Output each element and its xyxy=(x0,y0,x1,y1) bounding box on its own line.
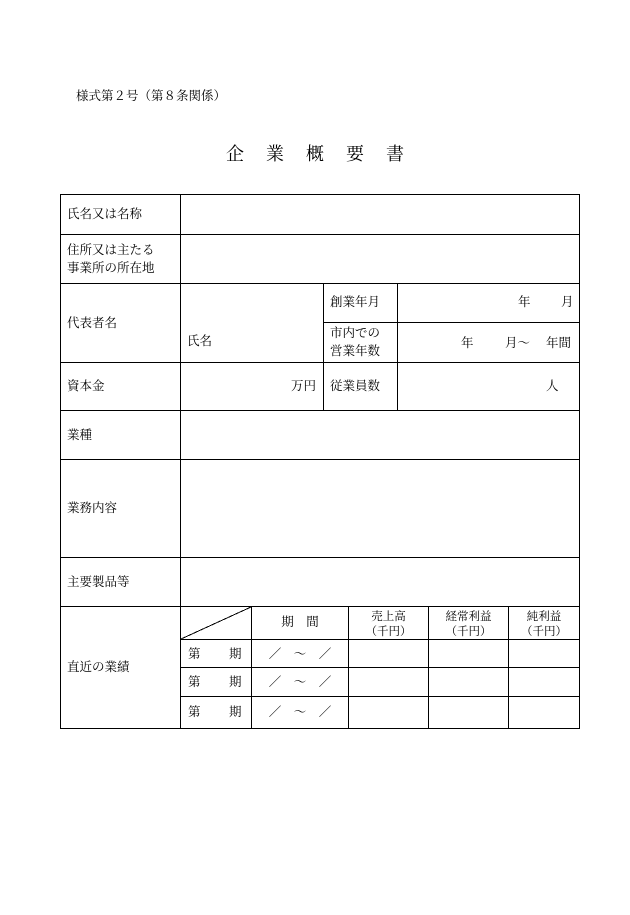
address-field[interactable] xyxy=(181,235,579,283)
sales-header: 売上高 xyxy=(371,609,406,623)
term-suffix: 期 xyxy=(229,674,242,689)
employees-label: 従業員数 xyxy=(330,378,381,393)
employees-unit: 人 xyxy=(546,378,559,393)
term-prefix: 第 xyxy=(188,646,201,661)
address-label-line1: 住所又は主たる xyxy=(67,242,155,257)
capital-unit: 万円 xyxy=(291,378,317,393)
ordinary-profit-unit: （千円） xyxy=(445,624,492,638)
net-profit-unit: （千円） xyxy=(521,624,567,638)
capital-field[interactable] xyxy=(181,363,323,410)
business-label: 業務内容 xyxy=(67,500,118,515)
founded-month-unit: 月 xyxy=(561,294,574,309)
products-field[interactable] xyxy=(181,558,579,606)
net-profit-header: 純利益 xyxy=(526,609,562,623)
term-prefix: 第 xyxy=(188,674,201,689)
term-date-range: ／ ～ ／ xyxy=(268,674,332,689)
representative-label: 代表者名 xyxy=(67,315,118,330)
years-year-unit: 年 xyxy=(461,335,474,350)
industry-field[interactable] xyxy=(181,411,579,459)
term-date-range: ／ ～ ／ xyxy=(268,646,332,661)
term-date-range: ／ ～ ／ xyxy=(268,704,332,719)
performance-label: 直近の業績 xyxy=(67,659,130,674)
years-in-city-label-line1: 市内での xyxy=(330,325,381,340)
name-label: 氏名又は名称 xyxy=(67,206,143,221)
title-char: 概 xyxy=(306,144,324,165)
term-prefix: 第 xyxy=(188,704,201,719)
products-label: 主要製品等 xyxy=(67,574,130,589)
years-in-city-field[interactable] xyxy=(398,323,579,362)
employees-field[interactable] xyxy=(398,363,579,410)
years-month-unit: 月～ xyxy=(505,335,531,350)
representative-name-label: 氏名 xyxy=(187,333,213,348)
sales-unit: （千円） xyxy=(365,624,412,638)
address-label-line2: 事業所の所在地 xyxy=(67,260,155,275)
period-header: 期 間 xyxy=(281,614,319,629)
capital-label: 資本金 xyxy=(67,378,105,393)
ordinary-profit-header: 経常利益 xyxy=(445,609,492,623)
name-field[interactable] xyxy=(181,195,579,234)
header-diagonal xyxy=(181,607,251,639)
industry-label: 業種 xyxy=(67,427,93,442)
years-in-city-label-line2: 営業年数 xyxy=(330,343,381,358)
representative-field[interactable] xyxy=(181,284,323,362)
founded-field[interactable] xyxy=(398,284,579,322)
business-field[interactable] xyxy=(181,460,579,557)
term-suffix: 期 xyxy=(229,646,242,661)
term-suffix: 期 xyxy=(229,704,242,719)
title-char: 書 xyxy=(386,144,404,165)
title-char: 業 xyxy=(266,144,284,165)
founded-label: 創業年月 xyxy=(330,294,381,309)
title-char: 要 xyxy=(346,144,364,165)
title-char: 企 xyxy=(226,144,244,165)
founded-year-unit: 年 xyxy=(518,294,531,309)
years-period-unit: 年間 xyxy=(546,335,572,350)
form-number: 様式第２号（第８条関係） xyxy=(76,88,227,103)
